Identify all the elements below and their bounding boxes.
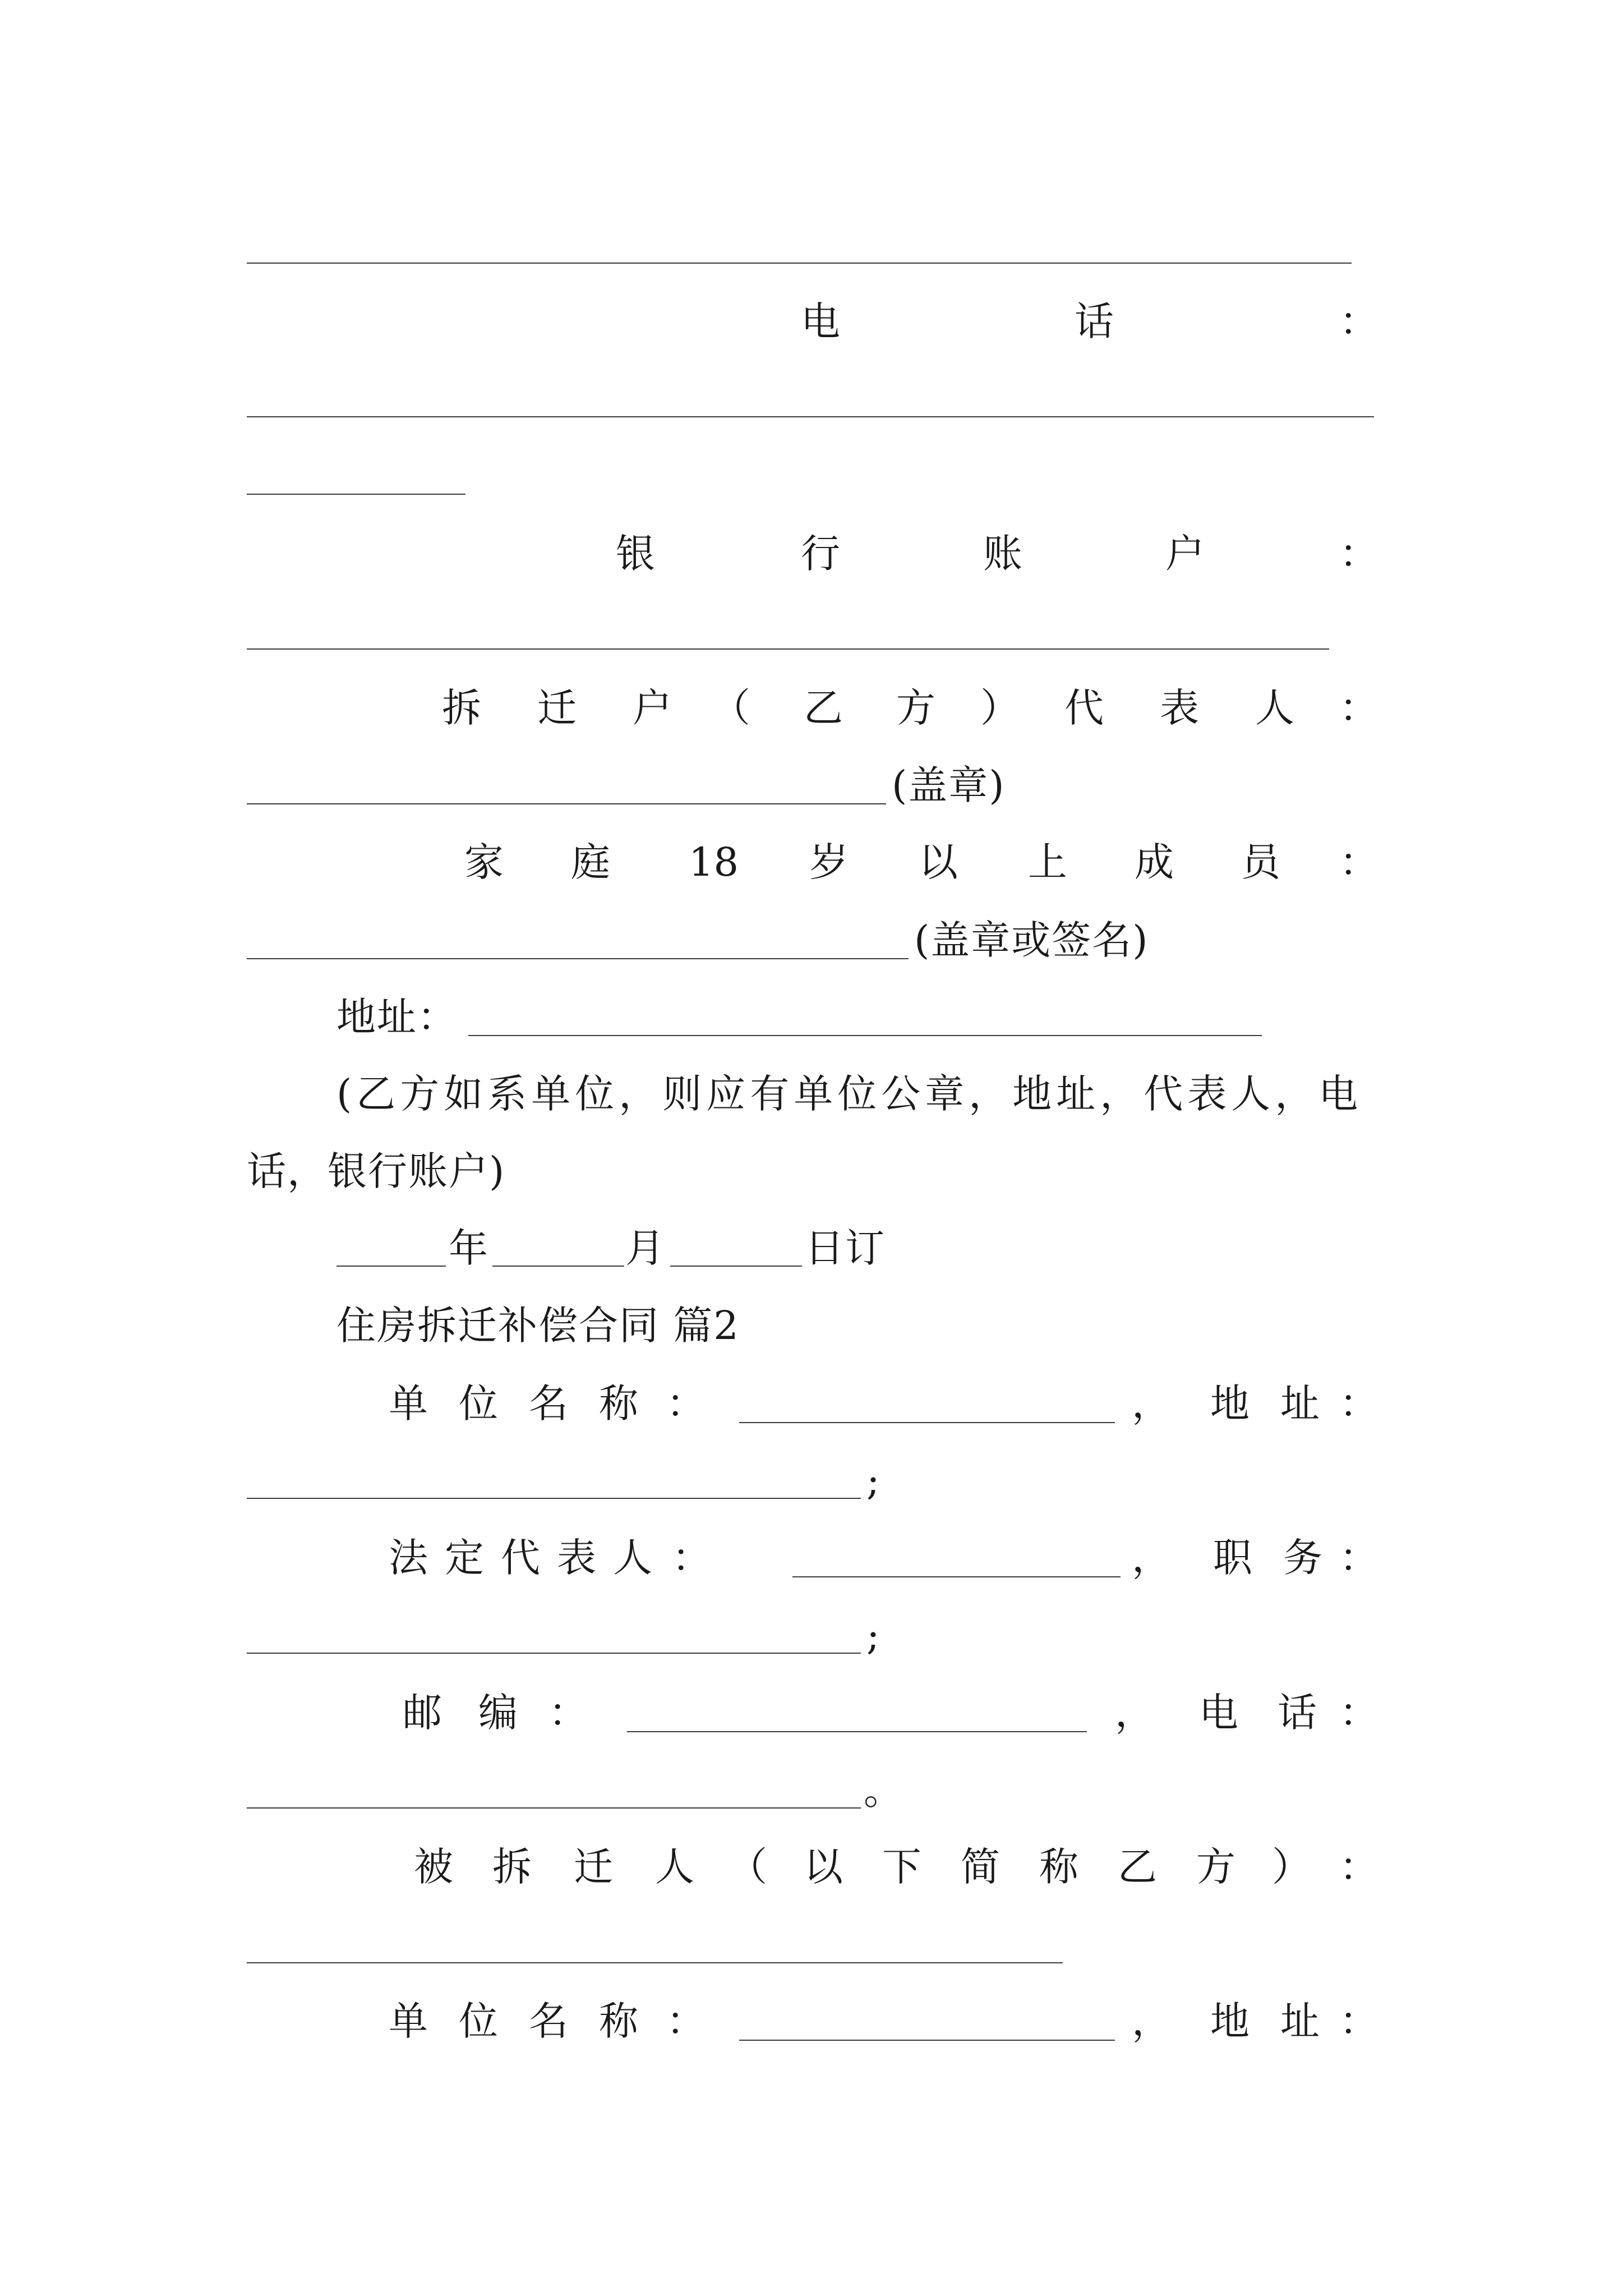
unit-char-1: 单 <box>389 1998 428 2044</box>
postcode-blank <box>627 1731 1087 1732</box>
unit-char-2: 位 <box>459 1381 498 1427</box>
bank-char-2: 行 <box>801 531 840 577</box>
seal-note: (盖章) <box>892 762 1006 808</box>
family-char-1: 家 <box>464 839 504 885</box>
phone-word-char-1: 电 <box>1199 1690 1238 1736</box>
family-char-2: 庭 <box>571 839 610 885</box>
relocatee-char-2: 拆 <box>492 1844 532 1890</box>
legal-rep-char-1: 法 <box>389 1535 428 1581</box>
bank-char-4: 户 <box>1165 531 1205 577</box>
relocatee-char-9: 称 <box>1039 1844 1078 1890</box>
relocatee-char-12: ） <box>1272 1844 1311 1890</box>
colon: ： <box>1339 531 1378 577</box>
rep-char-4: （ <box>711 685 750 731</box>
phone-word-char-2: 话 <box>1278 1690 1317 1736</box>
family-char-7: 成 <box>1135 839 1174 885</box>
comma: ， <box>1132 1381 1171 1427</box>
note-line-2: 话，银行账户) <box>247 1148 506 1194</box>
legal-rep-char-5: 人 <box>613 1535 652 1581</box>
month-blank <box>492 1266 624 1267</box>
colon: ： <box>1339 1381 1378 1427</box>
postcode-char-1: 邮 <box>403 1690 442 1736</box>
colon: ： <box>1339 298 1378 344</box>
colon: ： <box>1339 685 1378 731</box>
address-blank <box>247 1498 861 1499</box>
legal-rep-blank <box>792 1576 1121 1577</box>
postcode-char-2: 编 <box>478 1690 518 1736</box>
legal-rep-char-3: 代 <box>501 1535 540 1581</box>
bank-char-3: 账 <box>983 531 1022 577</box>
rep-char-5: 乙 <box>804 685 843 731</box>
relocatee-char-1: 被 <box>414 1844 453 1890</box>
unit-name-blank <box>739 2040 1115 2041</box>
unit-char-1: 单 <box>389 1381 428 1427</box>
rep-char-6: 方 <box>896 685 935 731</box>
relocatee-char-6: 以 <box>804 1844 843 1890</box>
position-char-2: 务 <box>1283 1535 1322 1581</box>
legal-rep-char-2: 定 <box>445 1535 484 1581</box>
family-char-6: 上 <box>1028 839 1067 885</box>
family-char-5: 以 <box>919 839 958 885</box>
legal-rep-char-6: ： <box>672 1535 711 1581</box>
phone-char-2: 话 <box>1075 298 1114 344</box>
semicolon: ; <box>866 1458 881 1504</box>
address-char-1: 地 <box>1210 1998 1249 2044</box>
blank-line <box>247 416 1374 417</box>
unit-char-3: 名 <box>529 1381 568 1427</box>
unit-char-5: ： <box>666 1381 706 1427</box>
rep-char-10: 人 <box>1255 685 1294 731</box>
phone-char-1: 电 <box>801 298 840 344</box>
relocatee-char-11: 方 <box>1196 1844 1235 1890</box>
rep-char-8: 代 <box>1064 685 1104 731</box>
year-label: 年 <box>449 1225 489 1271</box>
rep-char-1: 拆 <box>442 685 481 731</box>
day-label: 日订 <box>805 1225 886 1271</box>
comma: ， <box>1132 1998 1171 2044</box>
year-blank <box>336 1266 446 1267</box>
rep-char-2: 迁 <box>537 685 577 731</box>
note-line-1: (乙方如系单位，则应有单位公章，地址，代表人，电 <box>336 1071 1363 1117</box>
address-label: 地址： <box>336 994 458 1040</box>
address-char-2: 址 <box>1280 1998 1320 2044</box>
legal-rep-char-4: 表 <box>557 1535 596 1581</box>
period: 。 <box>864 1768 904 1814</box>
position-blank <box>247 1653 861 1654</box>
address-blank <box>468 1035 1262 1036</box>
rep-char-3: 户 <box>633 685 672 731</box>
colon: ： <box>1339 839 1378 885</box>
rep-char-9: 表 <box>1160 685 1199 731</box>
section-title: 住房拆迁补偿合同 篇2 <box>336 1303 740 1349</box>
blank-line <box>247 494 465 495</box>
position-char-1: 职 <box>1213 1535 1252 1581</box>
relocatee-char-3: 迁 <box>574 1844 613 1890</box>
relocatee-char-8: 简 <box>961 1844 1000 1890</box>
comma: ， <box>1132 1535 1171 1581</box>
phone-blank <box>247 1807 861 1809</box>
relocatee-char-5: （ <box>728 1844 767 1890</box>
rep-char-7: ） <box>980 685 1020 731</box>
relocatee-char-7: 下 <box>882 1844 921 1890</box>
address-char-2: 址 <box>1280 1381 1320 1427</box>
colon: ： <box>1339 1998 1378 2044</box>
semicolon: ; <box>866 1613 881 1659</box>
unit-char-3: 名 <box>529 1998 568 2044</box>
blank-line <box>247 803 886 804</box>
colon: ： <box>1339 1844 1378 1890</box>
blank-line <box>247 263 1352 264</box>
relocatee-char-4: 人 <box>655 1844 694 1890</box>
address-char-1: 地 <box>1210 1381 1249 1427</box>
unit-char-4: 称 <box>599 1381 638 1427</box>
colon: ： <box>1339 1535 1378 1581</box>
unit-char-5: ： <box>666 1998 706 2044</box>
blank-line <box>247 648 1329 650</box>
family-char-4: 岁 <box>809 839 849 885</box>
seal-or-sign-note: (盖章或签名) <box>914 917 1149 963</box>
month-label: 月 <box>625 1225 666 1271</box>
colon: ： <box>1339 1690 1378 1736</box>
postcode-char-3: ： <box>548 1690 588 1736</box>
unit-char-2: 位 <box>459 1998 498 2044</box>
blank-line <box>247 958 909 959</box>
day-blank <box>670 1266 802 1267</box>
bank-char-1: 银 <box>616 531 655 577</box>
unit-name-blank <box>739 1422 1115 1423</box>
family-char-3: 18 <box>689 839 739 885</box>
relocatee-blank <box>247 1962 1063 1963</box>
relocatee-char-10: 乙 <box>1118 1844 1157 1890</box>
family-char-8: 员 <box>1241 839 1280 885</box>
unit-char-4: 称 <box>599 1998 638 2044</box>
comma: ， <box>1115 1690 1154 1736</box>
